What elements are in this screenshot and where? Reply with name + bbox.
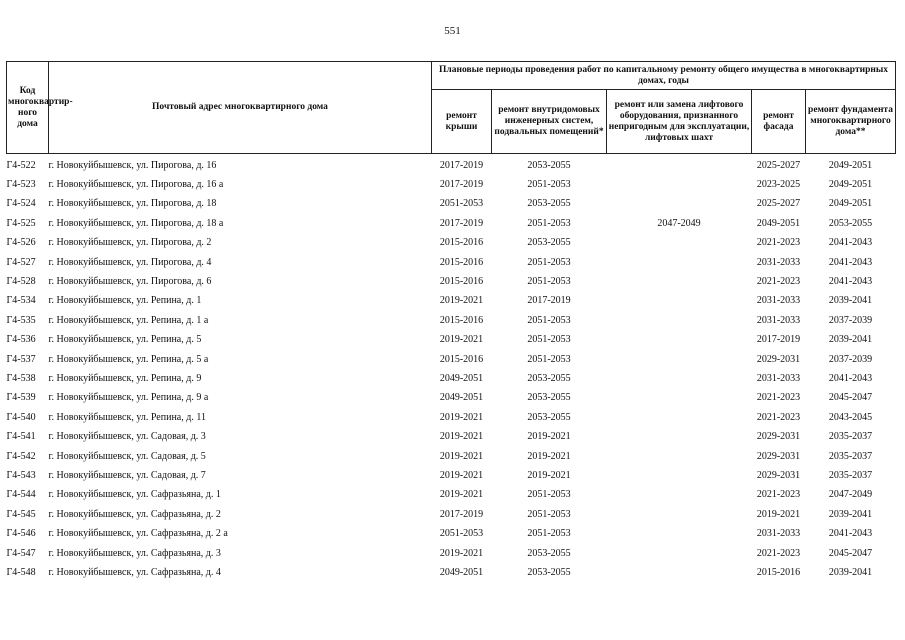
cell-code: Г4-526: [6, 237, 36, 249]
cell-address: г. Новокуйбышевск, ул. Репина, д. 11: [48, 411, 206, 423]
cell-roof: 2017-2019: [439, 159, 484, 171]
cell-code: Г4-548: [6, 566, 36, 578]
cell-engineering: 2051-2053: [527, 217, 571, 229]
cell-code: Г4-523: [6, 179, 36, 191]
cell-code: Г4-538: [6, 372, 36, 384]
cell-engineering: 2051-2053: [527, 256, 571, 268]
cell-address: г. Новокуйбышевск, ул. Пирогова, д. 18 а: [48, 217, 224, 229]
cell-elevator: [607, 253, 752, 272]
cell-roof: 2049-2051: [439, 372, 484, 384]
table-row: [7, 234, 896, 253]
page-number: 551: [444, 25, 461, 37]
cell-engineering: 2051-2053: [527, 276, 571, 288]
cell-address: г. Новокуйбышевск, ул. Репина, д. 5 а: [48, 353, 209, 365]
header-periods-title: Плановые периоды проведения работ по капитальному ремонту общего имущества в многоквартирных домах, годы: [432, 62, 896, 90]
cell-engineering: 2051-2053: [527, 508, 571, 520]
cell-address: г. Новокуйбышевск, ул. Репина, д. 1: [48, 295, 202, 307]
cell-foundation: 2035-2037: [828, 469, 873, 481]
cell-facade: 2031-2033: [756, 256, 801, 268]
cell-code: Г4-545: [6, 508, 36, 520]
cell-roof: 2019-2021: [439, 469, 484, 481]
cell-roof: 2019-2021: [439, 450, 484, 462]
cell-roof: 2015-2016: [439, 276, 484, 288]
table-row: [7, 505, 896, 524]
cell-foundation: 2041-2043: [828, 372, 873, 384]
cell-engineering: 2053-2055: [527, 411, 571, 423]
cell-address: г. Новокуйбышевск, ул. Садовая, д. 7: [48, 469, 206, 481]
table-row: [7, 408, 896, 427]
cell-engineering: 2053-2055: [527, 547, 571, 559]
table-row: [7, 524, 896, 543]
header-facade: ремонт фасада: [752, 90, 806, 154]
cell-address: г. Новокуйбышевск, ул. Сафразьяна, д. 2: [48, 508, 221, 520]
cell-elevator: [607, 466, 752, 485]
cell-address: г. Новокуйбышевск, ул. Репина, д. 5: [48, 334, 202, 346]
cell-elevator: [607, 272, 752, 291]
cell-address: г. Новокуйбышевск, ул. Репина, д. 9 а: [48, 392, 209, 404]
cell-code: Г4-546: [6, 528, 36, 540]
table-row: [7, 544, 896, 563]
cell-roof: 2017-2019: [439, 179, 484, 191]
cell-facade: 2031-2033: [756, 372, 801, 384]
cell-address: г. Новокуйбышевск, ул. Репина, д. 9: [48, 372, 202, 384]
cell-engineering: 2051-2053: [527, 179, 571, 191]
cell-code: Г4-540: [6, 411, 36, 423]
table-row: [7, 389, 896, 408]
table-row: [7, 447, 896, 466]
table-row: [7, 427, 896, 446]
cell-foundation: 2035-2037: [828, 431, 873, 443]
capital-repair-table: [6, 61, 896, 583]
cell-facade: 2021-2023: [756, 392, 801, 404]
cell-address: г. Новокуйбышевск, ул. Пирогова, д. 16 а: [48, 179, 224, 191]
cell-roof: 2019-2021: [439, 431, 484, 443]
cell-foundation: 2039-2041: [828, 295, 873, 307]
cell-code: Г4-525: [6, 217, 36, 229]
table-row: [7, 311, 896, 330]
cell-foundation: 2039-2041: [828, 334, 873, 346]
cell-address: г. Новокуйбышевск, ул. Сафразьяна, д. 3: [48, 547, 221, 559]
cell-address: г. Новокуйбышевск, ул. Сафразьяна, д. 4: [48, 566, 221, 578]
cell-engineering: 2017-2019: [527, 295, 571, 307]
cell-elevator: [607, 505, 752, 524]
table-row: [7, 253, 896, 272]
cell-elevator: 2047-2049: [657, 217, 701, 229]
cell-engineering: 2019-2021: [527, 431, 571, 443]
cell-facade: 2031-2033: [756, 528, 801, 540]
cell-roof: 2015-2016: [439, 237, 484, 249]
header-address: Почтовый адрес многоквартирного дома: [49, 62, 432, 154]
cell-foundation: 2045-2047: [828, 392, 873, 404]
cell-address: г. Новокуйбышевск, ул. Пирогова, д. 2: [48, 237, 212, 249]
table-row: [7, 154, 896, 176]
cell-foundation: 2041-2043: [828, 237, 873, 249]
cell-code: Г4-541: [6, 431, 36, 443]
table-row: [7, 292, 896, 311]
header-roof: ремонт крыши: [432, 90, 492, 154]
cell-facade: 2021-2023: [756, 237, 801, 249]
cell-code: Г4-536: [6, 334, 36, 346]
cell-facade: 2025-2027: [756, 159, 801, 171]
cell-facade: 2029-2031: [756, 431, 801, 443]
cell-roof: 2015-2016: [439, 353, 484, 365]
cell-facade: 2021-2023: [756, 547, 801, 559]
cell-foundation: 2039-2041: [828, 508, 873, 520]
table-row: [7, 350, 896, 369]
cell-elevator: [607, 447, 752, 466]
table-row: [7, 195, 896, 214]
cell-facade: 2031-2033: [756, 295, 801, 307]
cell-engineering: 2051-2053: [527, 314, 571, 326]
cell-engineering: 2019-2021: [527, 469, 571, 481]
cell-address: г. Новокуйбышевск, ул. Садовая, д. 3: [48, 431, 206, 443]
cell-address: г. Новокуйбышевск, ул. Сафразьяна, д. 2 а: [48, 528, 228, 540]
cell-foundation: 2041-2043: [828, 528, 873, 540]
cell-roof: 2049-2051: [439, 566, 484, 578]
cell-address: г. Новокуйбышевск, ул. Садовая, д. 5: [48, 450, 206, 462]
cell-roof: 2049-2051: [439, 392, 484, 404]
header-foundation: ремонт фундамента многоквартирного дома**: [806, 90, 896, 154]
cell-roof: 2019-2021: [439, 489, 484, 501]
cell-address: г. Новокуйбышевск, ул. Сафразьяна, д. 1: [48, 489, 221, 501]
table-row: [7, 175, 896, 194]
cell-foundation: 2037-2039: [828, 353, 873, 365]
cell-roof: 2017-2019: [439, 217, 484, 229]
cell-address: г. Новокуйбышевск, ул. Пирогова, д. 16: [48, 159, 217, 171]
cell-code: Г4-535: [6, 314, 36, 326]
cell-engineering: 2051-2053: [527, 334, 571, 346]
cell-engineering: 2053-2055: [527, 392, 571, 404]
cell-foundation: 2041-2043: [828, 276, 873, 288]
table-row: [7, 466, 896, 485]
cell-elevator: [607, 544, 752, 563]
cell-code: Г4-543: [6, 469, 36, 481]
cell-foundation: 2035-2037: [828, 450, 873, 462]
header-elevator: ремонт или замена лифтового оборудования, признанного непригодным для эксплуатации, лифтовых шахт: [607, 90, 752, 154]
cell-engineering: 2051-2053: [527, 353, 571, 365]
cell-elevator: [607, 389, 752, 408]
cell-elevator: [607, 427, 752, 446]
cell-facade: 2015-2016: [756, 566, 801, 578]
cell-elevator: [607, 408, 752, 427]
cell-facade: 2023-2025: [756, 179, 801, 191]
cell-elevator: [607, 311, 752, 330]
cell-facade: 2021-2023: [756, 489, 801, 501]
cell-elevator: [607, 563, 752, 582]
cell-code: Г4-537: [6, 353, 36, 365]
cell-engineering: 2053-2055: [527, 198, 571, 210]
cell-facade: 2021-2023: [756, 411, 801, 423]
cell-foundation: 2053-2055: [828, 217, 873, 229]
table-row: [7, 369, 896, 388]
cell-code: Г4-527: [6, 256, 36, 268]
table-row: [7, 214, 896, 233]
cell-foundation: 2043-2045: [828, 411, 873, 423]
cell-engineering: 2053-2055: [527, 372, 571, 384]
cell-roof: 2019-2021: [439, 547, 484, 559]
cell-elevator: [607, 486, 752, 505]
cell-elevator: [607, 331, 752, 350]
cell-foundation: 2039-2041: [828, 566, 873, 578]
cell-address: г. Новокуйбышевск, ул. Пирогова, д. 4: [48, 256, 212, 268]
table-row: [7, 563, 896, 582]
cell-roof: 2051-2053: [439, 198, 484, 210]
cell-foundation: 2037-2039: [828, 314, 873, 326]
cell-engineering: 2051-2053: [527, 489, 571, 501]
cell-foundation: 2045-2047: [828, 547, 873, 559]
cell-elevator: [607, 350, 752, 369]
header-code: Код многоквартир-ного дома: [7, 62, 49, 154]
cell-address: г. Новокуйбышевск, ул. Пирогова, д. 18: [48, 198, 217, 210]
cell-elevator: [607, 195, 752, 214]
cell-elevator: [607, 292, 752, 311]
cell-facade: 2029-2031: [756, 469, 801, 481]
cell-roof: 2015-2016: [439, 256, 484, 268]
cell-elevator: [607, 369, 752, 388]
cell-facade: 2019-2021: [756, 508, 801, 520]
cell-roof: 2015-2016: [439, 314, 484, 326]
table-row: [7, 486, 896, 505]
cell-elevator: [607, 524, 752, 543]
cell-facade: 2017-2019: [756, 334, 801, 346]
cell-code: Г4-539: [6, 392, 36, 404]
cell-roof: 2017-2019: [439, 508, 484, 520]
cell-engineering: 2051-2053: [527, 528, 571, 540]
cell-roof: 2019-2021: [439, 295, 484, 307]
cell-facade: 2021-2023: [756, 276, 801, 288]
cell-foundation: 2049-2051: [828, 198, 873, 210]
cell-foundation: 2047-2049: [828, 489, 873, 501]
cell-engineering: 2053-2055: [527, 159, 571, 171]
cell-code: Г4-522: [6, 159, 36, 171]
table-row: [7, 331, 896, 350]
cell-facade: 2031-2033: [756, 314, 801, 326]
cell-roof: 2019-2021: [439, 334, 484, 346]
cell-code: Г4-528: [6, 276, 36, 288]
cell-elevator: [607, 175, 752, 194]
cell-facade: 2049-2051: [756, 217, 801, 229]
cell-facade: 2029-2031: [756, 450, 801, 462]
cell-code: Г4-524: [6, 198, 36, 210]
cell-foundation: 2049-2051: [828, 159, 873, 171]
cell-elevator: [607, 154, 752, 176]
cell-foundation: 2049-2051: [828, 179, 873, 191]
table-row: [7, 272, 896, 291]
cell-code: Г4-534: [6, 295, 36, 307]
header-engineering: ремонт внутридомовых инженерных систем, подвальных помещений*: [492, 90, 607, 154]
cell-elevator: [607, 234, 752, 253]
cell-foundation: 2041-2043: [828, 256, 873, 268]
cell-facade: 2025-2027: [756, 198, 801, 210]
cell-code: Г4-547: [6, 547, 36, 559]
cell-roof: 2051-2053: [439, 528, 484, 540]
cell-address: г. Новокуйбышевск, ул. Репина, д. 1 а: [48, 314, 209, 326]
cell-code: Г4-544: [6, 489, 36, 501]
cell-engineering: 2053-2055: [527, 237, 571, 249]
cell-engineering: 2019-2021: [527, 450, 571, 462]
cell-address: г. Новокуйбышевск, ул. Пирогова, д. 6: [48, 276, 212, 288]
cell-facade: 2029-2031: [756, 353, 801, 365]
table-body: [7, 154, 896, 583]
cell-engineering: 2053-2055: [527, 566, 571, 578]
cell-roof: 2019-2021: [439, 411, 484, 423]
cell-code: Г4-542: [6, 450, 36, 462]
